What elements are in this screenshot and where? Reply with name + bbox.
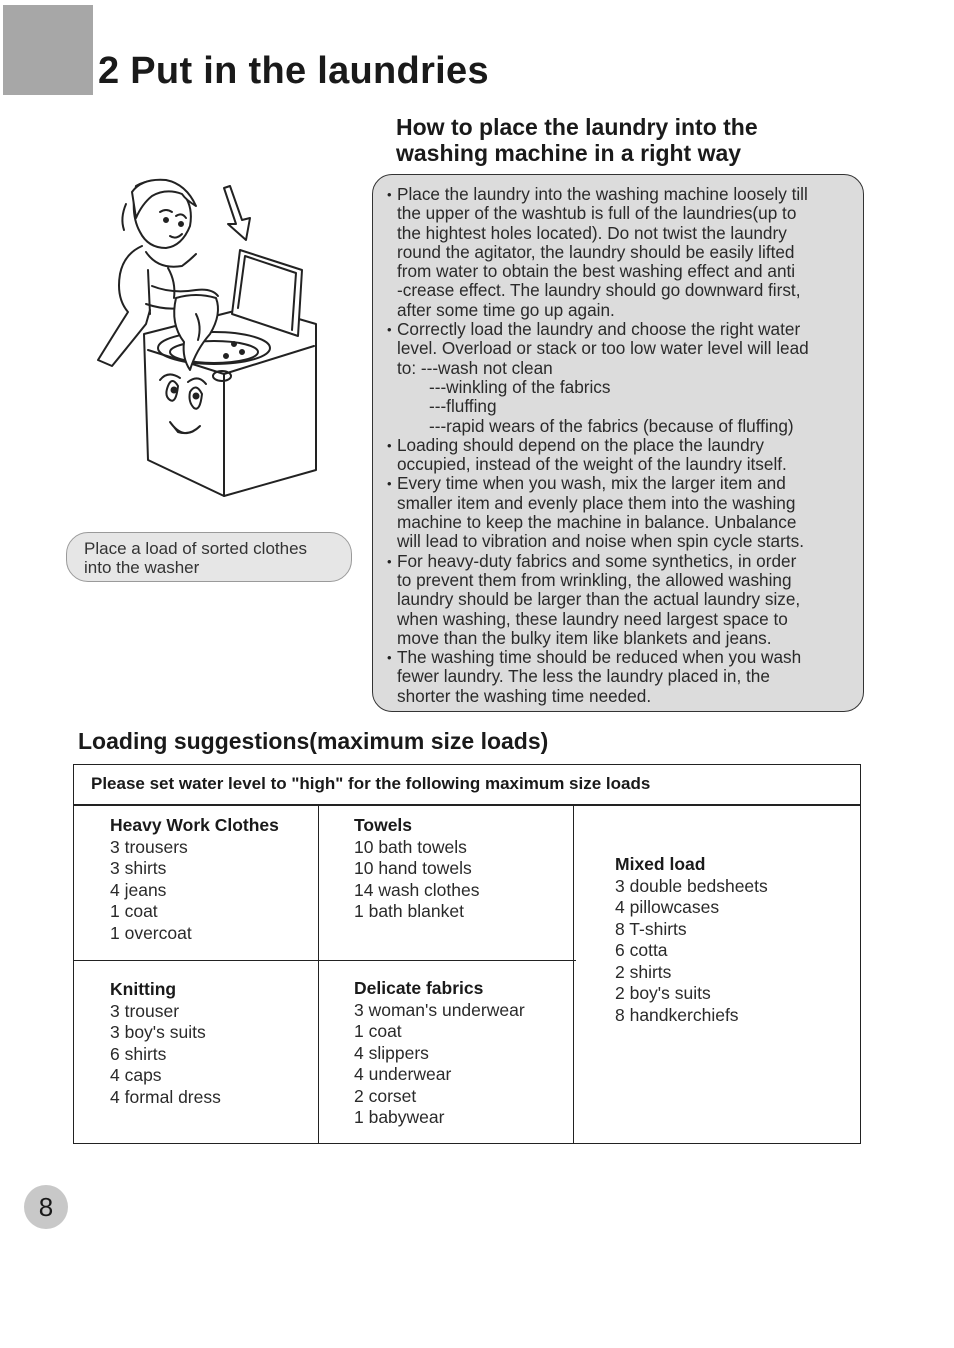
- instruction-line: will lead to vibration and noise when spin cycle starts.: [397, 531, 804, 552]
- cell-item: 3 trousers: [110, 836, 188, 857]
- instruction-item: [387, 474, 863, 551]
- section-heading-line-1: How to place the laundry into the: [396, 114, 758, 140]
- cell-item: 2 corset: [354, 1085, 417, 1106]
- instruction-item: [387, 436, 863, 475]
- cell-item: 4 slippers: [354, 1042, 429, 1063]
- caption-line-2: into the washer: [84, 558, 200, 577]
- instruction-item: [387, 648, 863, 706]
- cell-item: 1 coat: [110, 901, 158, 921]
- cell-item: 6 cotta: [615, 940, 668, 960]
- instruction-subline: ---winkling of the fabrics: [429, 376, 611, 397]
- instruction-line: the upper of the washtub is full of the laundries(up to: [397, 203, 797, 224]
- cell-item: 4 caps: [110, 1065, 162, 1085]
- bullet: •: [387, 476, 392, 492]
- cell-item: 14 wash clothes: [354, 879, 480, 900]
- instruction-line: to prevent them from wrinkling, the allowed washing: [397, 569, 792, 590]
- instruction-subline: ---rapid wears of the fabrics (because of fluffing): [429, 415, 794, 436]
- chapter-tab: [3, 5, 93, 95]
- cell-item: 1 bath blanket: [354, 901, 464, 921]
- cell-item: 4 underwear: [354, 1064, 452, 1084]
- column-divider: [318, 806, 319, 1143]
- instruction-line: smaller item and evenly place them into the washing: [397, 492, 796, 513]
- cell-item: 1 overcoat: [110, 922, 192, 943]
- cell-item: 1 coat: [354, 1021, 402, 1041]
- cell-item: 4 formal dress: [110, 1086, 221, 1107]
- woman-loading-washer-illustration: [86, 174, 346, 514]
- heavy-work-cell: [110, 815, 279, 944]
- bullet: •: [387, 437, 392, 453]
- bullet: •: [387, 187, 392, 202]
- cell-item: 3 boy's suits: [110, 1022, 206, 1042]
- instruction-line: shorter the washing time needed.: [397, 685, 652, 706]
- towels-cell: [354, 815, 480, 923]
- cell-item: 3 shirts: [110, 858, 167, 878]
- cell-item: 4 pillowcases: [615, 897, 720, 917]
- instruction-line: occupied, instead of the weight of the laundry itself.: [397, 454, 787, 475]
- cell-item: 8 T-shirts: [615, 918, 687, 939]
- delicate-fabrics-cell: [354, 978, 525, 1129]
- section-heading-line-2: washing machine in a right way: [396, 140, 742, 166]
- instruction-item: [387, 320, 863, 436]
- instruction-line: when washing, these laundry need largest space to: [397, 608, 788, 629]
- cell-item: 10 bath towels: [354, 836, 467, 857]
- page-number: 8: [24, 1185, 68, 1229]
- instruction-item: [387, 185, 863, 320]
- instruction-line: from water to obtain the best washing effect and anti: [397, 261, 796, 282]
- knitting-cell: [110, 979, 221, 1108]
- mixed-load-cell: [615, 854, 768, 1026]
- instruction-line: machine to keep the machine in balance. Unbalance: [397, 512, 797, 533]
- instruction-line: level. Overload or stack or too low water level will lead: [397, 338, 809, 359]
- instruction-line: Loading should depend on the place the laundry: [397, 434, 764, 455]
- loading-table: [73, 764, 861, 1144]
- cell-title: Heavy Work Clothes: [110, 815, 279, 835]
- cell-title: Delicate fabrics: [354, 978, 484, 998]
- instruction-line: The washing time should be reduced when you wash: [397, 647, 802, 668]
- instruction-subline: ---fluffing: [429, 396, 497, 417]
- instruction-line: laundry should be larger than the actual laundry size,: [397, 589, 801, 610]
- cell-title: Towels: [354, 815, 413, 835]
- cell-item: 3 trouser: [110, 1000, 180, 1021]
- instruction-line: Place the laundry into the washing machine loosely till: [397, 184, 808, 204]
- column-divider: [573, 806, 574, 1143]
- cell-item: 3 woman's underwear: [354, 999, 525, 1020]
- cell-item: 10 hand towels: [354, 858, 472, 878]
- cell-item: 3 double bedsheets: [615, 875, 768, 896]
- instruction-line: -crease effect. The laundry should go downward first,: [397, 280, 801, 301]
- instruction-item: [387, 552, 863, 648]
- cell-item: 2 boy's suits: [615, 983, 711, 1003]
- bullet: •: [387, 322, 392, 338]
- loading-suggestions-heading: Loading suggestions(maximum size loads): [78, 728, 549, 754]
- instruction-line: to: ---wash not clean: [397, 357, 553, 378]
- cell-item: 4 jeans: [110, 879, 167, 900]
- bullet: •: [387, 650, 392, 666]
- page-title: 2 Put in the laundries: [98, 50, 489, 92]
- cell-item: 6 shirts: [110, 1043, 167, 1064]
- instruction-line: the hightest holes located). Do not twist the laundry: [397, 222, 787, 243]
- cell-title: Mixed load: [615, 854, 706, 874]
- instruction-line: move than the bulky item like blankets and jeans.: [397, 627, 772, 648]
- bullet: •: [387, 553, 392, 569]
- table-header: Please set water level to "high" for the following maximum size loads: [74, 765, 860, 806]
- instruction-line: For heavy-duty fabrics and some synthetics, in order: [397, 550, 797, 571]
- cell-title: Knitting: [110, 979, 177, 999]
- cell-item: 2 shirts: [615, 961, 672, 982]
- row-divider: [74, 960, 576, 961]
- cell-item: 8 handkerchiefs: [615, 1004, 739, 1025]
- caption-line-1: Place a load of sorted clothes: [84, 539, 308, 558]
- instructions-box: [372, 174, 864, 712]
- illustration-caption: [66, 532, 352, 582]
- instruction-line: fewer laundry. The less the laundry placed in, the: [397, 666, 770, 687]
- instruction-line: Correctly load the laundry and choose the right water: [397, 319, 801, 340]
- instruction-line: round the agitator, the laundry should be easily lifted: [397, 241, 795, 262]
- cell-item: 1 babywear: [354, 1107, 445, 1127]
- instruction-line: Every time when you wash, mix the larger item and: [397, 473, 786, 494]
- instruction-line: after some time go up again.: [397, 299, 615, 320]
- section-heading: [396, 114, 856, 166]
